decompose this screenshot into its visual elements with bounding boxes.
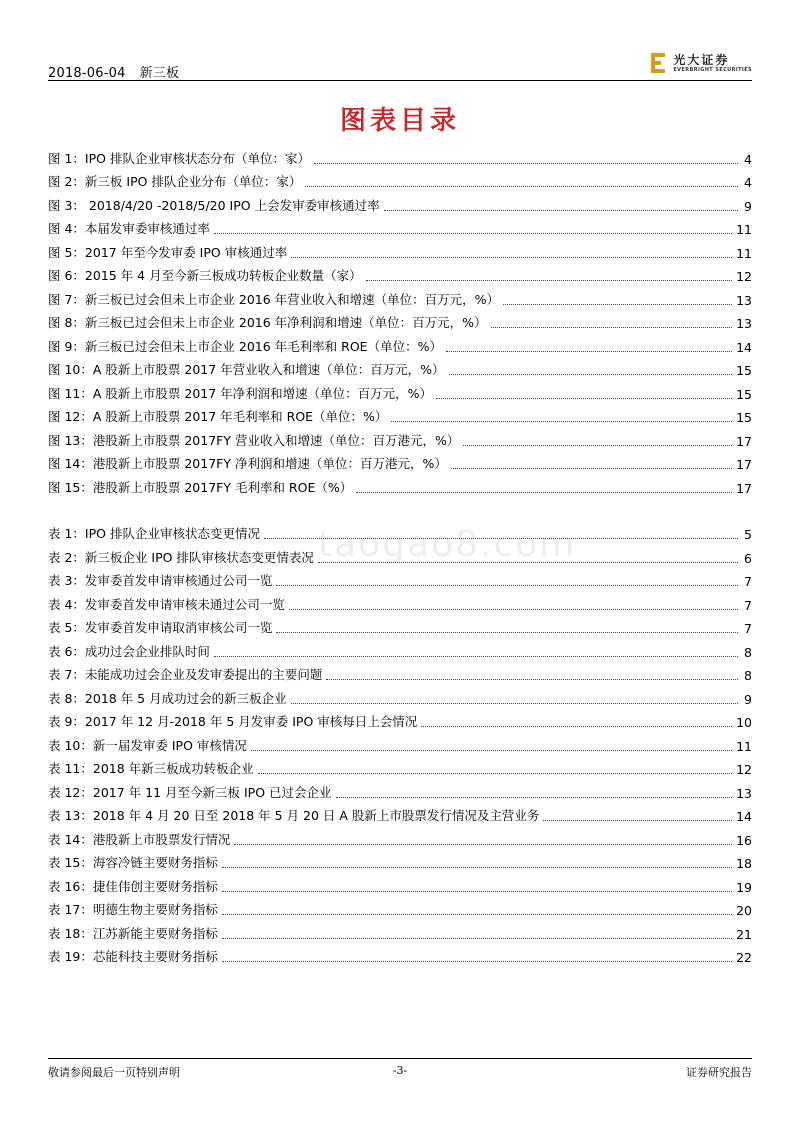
dot-leader	[289, 595, 738, 610]
table-entry[interactable]	[48, 730, 752, 754]
table-entry-label: 表 10：新一届发审委 IPO 审核情况	[48, 737, 247, 753]
table-entry[interactable]	[48, 613, 752, 637]
dot-leader	[391, 407, 732, 422]
table-entry-label: 表 12：2017 年 11 月至今新三板 IPO 已过会企业	[48, 784, 332, 800]
page-header	[48, 52, 752, 80]
figure-entry-label: 图 4：本届发审委审核通过率	[48, 221, 210, 236]
figure-entry[interactable]	[48, 237, 752, 261]
dot-leader	[356, 478, 732, 493]
table-entry-label: 表 8：2018 年 5 月成功过会的新三板企业	[48, 690, 287, 706]
figure-entry[interactable]	[48, 402, 752, 426]
brand-name-en: EVERBRIGHT SECURITIES	[673, 66, 752, 73]
figure-entry[interactable]	[48, 378, 752, 402]
table-entry-page: 18	[736, 856, 752, 871]
figure-entry[interactable]	[48, 355, 752, 379]
table-entry-label: 表 13：2018 年 4 月 20 日至 2018 年 5 月 20 日 A 股新上市股票发行情况及主营业务	[48, 808, 540, 823]
page-title: 图表目录	[339, 106, 460, 136]
figure-entry[interactable]	[48, 190, 752, 214]
table-entry-page: 16	[736, 832, 752, 848]
table-entry[interactable]	[48, 871, 752, 895]
table-entry-label: 表 5：发审委首发申请取消审核公司一览	[48, 620, 273, 635]
dot-leader	[463, 431, 732, 446]
table-entry-page: 14	[736, 809, 752, 824]
figure-entry-page: 11	[736, 245, 752, 261]
table-entry[interactable]	[48, 589, 752, 613]
figure-entry-label: 图 13：港股新上市股票 2017FY 营业收入和增速（单位：百万港元，%）	[48, 432, 460, 448]
figure-entry[interactable]	[48, 331, 752, 355]
dot-leader	[222, 924, 732, 939]
figure-entry-page: 17	[736, 480, 752, 496]
dot-leader	[384, 196, 738, 211]
figure-entry[interactable]	[48, 261, 752, 285]
dot-leader	[305, 172, 738, 187]
table-entry-page: 7	[744, 621, 752, 636]
figure-entry-label: 图 10：A 股新上市股票 2017 年营业收入和增速（单位：百万元，%）	[48, 362, 445, 377]
dot-leader	[214, 219, 732, 234]
footer-divider	[48, 1058, 752, 1059]
dot-leader	[276, 571, 738, 586]
table-entry-label: 表 19：芯能科技主要财务指标	[48, 949, 218, 964]
dot-leader	[222, 853, 732, 868]
table-entry-page: 22	[736, 950, 752, 965]
figure-entry[interactable]	[48, 143, 752, 167]
table-entry[interactable]	[48, 660, 752, 684]
table-entry[interactable]	[48, 636, 752, 660]
dot-leader	[336, 783, 733, 798]
header-meta	[48, 62, 179, 81]
table-entry[interactable]	[48, 542, 752, 566]
watermark: taogao8.com	[318, 524, 577, 565]
figure-entry[interactable]	[48, 214, 752, 238]
figure-entry[interactable]	[48, 284, 752, 308]
figure-entry-label: 图 6：2015 年 4 月至今新三板成功转板企业数量（家）	[48, 268, 362, 283]
table-entry-page: 5	[744, 527, 752, 542]
figure-entry-page: 15	[736, 363, 752, 378]
table-entry-label: 表 11：2018 年新三板成功转板企业	[48, 761, 254, 776]
table-entry[interactable]	[48, 777, 752, 801]
figure-entry[interactable]	[48, 472, 752, 496]
dot-leader	[503, 290, 732, 305]
figure-entry[interactable]	[48, 308, 752, 332]
table-entry[interactable]	[48, 519, 752, 543]
table-entry-label: 表 14：港股新上市股票发行情况	[48, 831, 231, 847]
figure-entry-page: 4	[744, 175, 752, 190]
table-entry[interactable]	[48, 895, 752, 919]
table-entry[interactable]	[48, 942, 752, 966]
dot-leader	[251, 736, 732, 751]
brand-logo-icon	[651, 52, 667, 74]
brand-logo	[651, 52, 752, 74]
table-entry-page: 8	[744, 644, 752, 660]
figure-entry-page: 9	[744, 198, 752, 214]
table-entry[interactable]	[48, 707, 752, 731]
figure-entry-page: 15	[736, 410, 752, 425]
header-divider	[48, 80, 752, 81]
dot-leader	[291, 689, 738, 704]
footer-disclaimer: 敬请参阅最后一页特别声明	[48, 1066, 180, 1079]
table-entry-label: 表 16：捷佳伟创主要财务指标	[48, 878, 218, 894]
figure-entry-label: 图 5：2017 年至今发审委 IPO 审核通过率	[48, 244, 288, 260]
table-entry-page: 21	[736, 926, 752, 942]
figure-entry-page: 17	[736, 433, 752, 449]
figure-entry[interactable]	[48, 449, 752, 473]
dot-leader	[543, 806, 732, 821]
table-entry-page: 11	[736, 738, 752, 754]
figure-entry-label: 图 2：新三板 IPO 排队企业分布（单位：家）	[48, 174, 302, 189]
table-entry[interactable]	[48, 566, 752, 590]
page-number: -3-	[392, 1064, 408, 1077]
footer-report-type: 证券研究报告	[686, 1066, 752, 1079]
table-entry-label: 表 2：新三板企业 IPO 排队审核状态变更情表况	[48, 549, 314, 565]
figure-entry-page: 11	[736, 222, 752, 237]
figure-entry-page: 15	[736, 386, 752, 402]
figure-entry-label: 图 15：港股新上市股票 2017FY 毛利率和 ROE（%）	[48, 479, 353, 495]
dot-leader	[234, 830, 732, 845]
table-entry-page: 7	[744, 597, 752, 613]
dot-leader	[326, 665, 738, 680]
figure-entry-label: 图 8：新三板已过会但未上市企业 2016 年净利润和增速（单位：百万元，%）	[48, 315, 487, 330]
dot-leader	[258, 759, 732, 774]
figure-entry[interactable]	[48, 425, 752, 449]
table-entry[interactable]	[48, 683, 752, 707]
report-section: 新三板	[139, 66, 180, 81]
figure-list	[48, 143, 752, 496]
dot-leader	[491, 313, 733, 328]
dot-leader	[436, 384, 732, 399]
dot-leader	[449, 360, 733, 375]
dot-leader	[264, 524, 738, 539]
table-entry-label: 表 17：明德生物主要财务指标	[48, 902, 218, 917]
dot-leader	[446, 337, 732, 352]
table-entry[interactable]	[48, 918, 752, 942]
figure-entry-label: 图 3： 2018/4/20 -2018/5/20 IPO 上会发审委审核通过率	[48, 197, 380, 213]
dot-leader	[318, 548, 738, 563]
figure-entry-page: 13	[736, 316, 752, 331]
table-entry-label: 表 18：江苏新能主要财务指标	[48, 925, 218, 941]
table-entry-label: 表 4：发审委首发申请审核未通过公司一览	[48, 596, 285, 612]
dot-leader	[222, 900, 732, 915]
figure-entry-label: 图 9：新三板已过会但未上市企业 2016 年毛利率和 ROE（单位：%）	[48, 338, 442, 354]
dot-leader	[222, 877, 732, 892]
table-entry[interactable]	[48, 848, 752, 872]
table-entry-page: 9	[744, 691, 752, 707]
figure-entry-label: 图 12：A 股新上市股票 2017 年毛利率和 ROE（单位：%）	[48, 409, 388, 424]
table-entry[interactable]	[48, 824, 752, 848]
table-entry-label: 表 1：IPO 排队企业审核状态变更情况	[48, 526, 260, 541]
dot-leader	[366, 266, 732, 281]
figure-entry-page: 12	[736, 269, 752, 284]
table-entry-page: 7	[744, 574, 752, 589]
table-entry[interactable]	[48, 801, 752, 825]
dot-leader	[421, 712, 732, 727]
table-entry-page: 13	[736, 785, 752, 801]
figure-entry-page: 17	[736, 457, 752, 472]
dot-leader	[214, 642, 738, 657]
dot-leader	[222, 947, 732, 962]
figure-entry-page: 14	[736, 339, 752, 355]
dot-leader	[451, 454, 732, 469]
figure-entry[interactable]	[48, 167, 752, 191]
table-entry-label: 表 15：海容冷链主要财务指标	[48, 855, 218, 870]
dot-leader	[314, 149, 738, 164]
brand-name-cn: 光大证券	[673, 52, 730, 67]
dot-leader	[291, 243, 732, 258]
table-entry-label: 表 3：发审委首发申请审核通过公司一览	[48, 573, 273, 588]
figure-entry-page: 4	[744, 151, 752, 167]
table-entry-page: 19	[736, 879, 752, 895]
report-date: 2018-06-04	[48, 66, 126, 81]
table-list	[48, 519, 752, 966]
figure-entry-page: 13	[736, 292, 752, 308]
table-entry-label: 表 6：成功过会企业排队时间	[48, 643, 210, 659]
figure-entry-label: 图 11：A 股新上市股票 2017 年净利润和增速（单位：百万元，%）	[48, 385, 433, 401]
table-entry-page: 8	[744, 668, 752, 683]
table-entry-page: 10	[736, 715, 752, 730]
table-entry-page: 12	[736, 762, 752, 777]
toc-list	[48, 143, 752, 965]
figure-entry-label: 图 14：港股新上市股票 2017FY 净利润和增速（单位：百万港元，%）	[48, 456, 447, 471]
table-entry-label: 表 9：2017 年 12 月-2018 年 5 月发审委 IPO 审核每日上会情况	[48, 714, 418, 729]
table-entry-label: 表 7：未能成功过会企业及发审委提出的主要问题	[48, 667, 323, 682]
table-entry-page: 6	[744, 550, 752, 566]
figure-entry-label: 图 1：IPO 排队企业审核状态分布（单位：家）	[48, 150, 310, 166]
figure-entry-label: 图 7：新三板已过会但未上市企业 2016 年营业收入和增速（单位：百万元，%）	[48, 291, 500, 307]
table-entry[interactable]	[48, 754, 752, 778]
table-entry-page: 20	[736, 903, 752, 918]
dot-leader	[276, 618, 738, 633]
